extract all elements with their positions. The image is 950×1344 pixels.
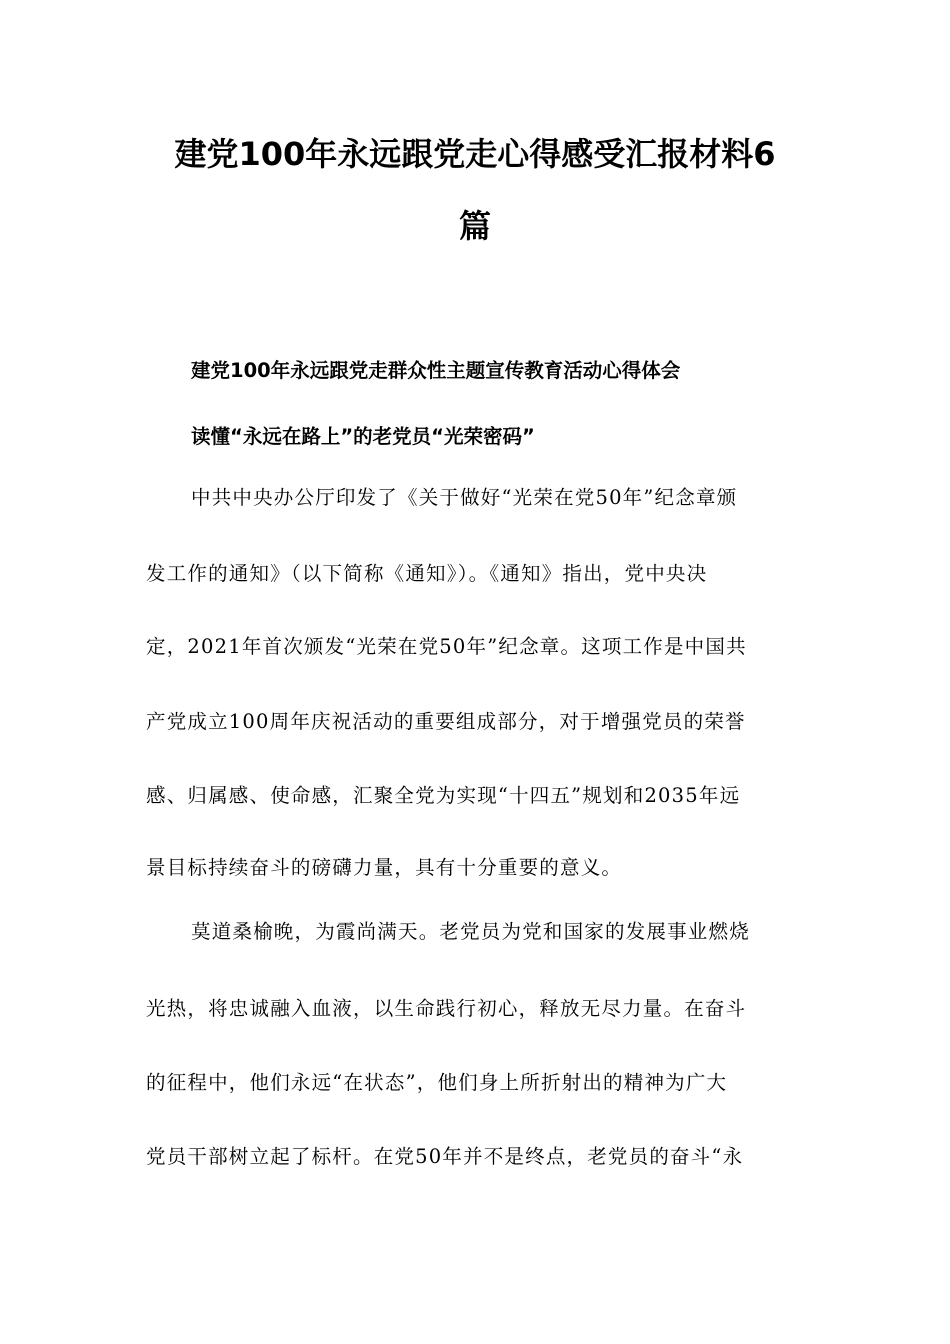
document-title-line-1: 建党100年永远跟党走心得感受汇报材料6: [174, 135, 776, 173]
document-subtitle: 建党100年永远跟党走群众性主题宣传教育活动心得体会: [191, 359, 681, 382]
document-title-line-2: 篇: [458, 207, 491, 245]
paragraph-line: 景目标持续奋斗的磅礴力量，具有十分重要的意义。: [146, 856, 623, 879]
paragraph-line: 的征程中，他们永远“在状态”，他们身上所折射出的精神为广大: [146, 1071, 728, 1094]
paragraph-line: 中共中央办公厅印发了《关于做好“光荣在党50年”纪念章颁: [191, 486, 738, 509]
paragraph-line: 党员干部树立起了标杆。在党50年并不是终点，老党员的奋斗“永: [146, 1145, 744, 1168]
paragraph-line: 产党成立100周年庆祝活动的重要组成部分，对于增强党员的荣誉: [146, 710, 746, 733]
paragraph-line: 发工作的通知》（以下简称《通知》）。《通知》指出，党中央决: [146, 562, 708, 585]
paragraph-line: 莫道桑榆晚，为霞尚满天。老党员为党和国家的发展事业燃烧: [191, 920, 750, 943]
paragraph-line: 定，2021年首次颁发“光荣在党50年”纪念章。这项工作是中国共: [146, 635, 747, 658]
paragraph-line: 光热，将忠诚融入血液，以生命践行初心，释放无尽力量。在奋斗: [146, 997, 747, 1020]
section-heading: 读懂“永远在路上”的老党员“光荣密码”: [191, 425, 535, 448]
paragraph-line: 感、归属感、使命感，汇聚全党为实现“十四五”规划和2035年远: [146, 784, 741, 807]
